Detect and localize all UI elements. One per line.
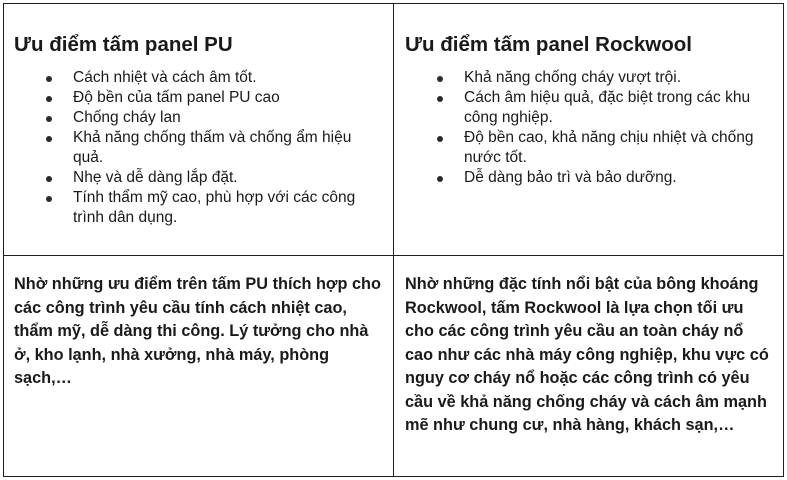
list-item-text: Độ bền của tấm panel PU cao bbox=[73, 89, 280, 106]
list-item bbox=[73, 188, 383, 228]
list-item bbox=[464, 88, 774, 128]
list-item bbox=[464, 68, 774, 88]
pu-advantages-cell bbox=[4, 4, 394, 256]
list-item-text: Dễ dàng bảo trì và bảo dưỡng. bbox=[464, 169, 677, 186]
list-item bbox=[73, 108, 383, 128]
list-item bbox=[73, 68, 383, 88]
list-item bbox=[73, 88, 383, 108]
bullet-icon bbox=[437, 96, 443, 102]
list-item bbox=[464, 128, 774, 168]
rockwool-advantages-cell bbox=[394, 4, 784, 256]
list-item-text: Nhẹ và dễ dàng lắp đặt. bbox=[73, 169, 238, 186]
list-item-text: Độ bền cao, khả năng chịu nhiệt và chống nước tốt. bbox=[464, 129, 754, 166]
list-item bbox=[464, 168, 774, 188]
bullet-icon bbox=[46, 176, 52, 182]
bullet-icon bbox=[46, 116, 52, 122]
bullet-icon bbox=[437, 136, 443, 142]
list-item-text: Cách âm hiệu quả, đặc biệt trong các khu công nghiệp. bbox=[464, 89, 751, 126]
list-item bbox=[73, 128, 383, 168]
pu-summary-cell bbox=[4, 256, 394, 476]
list-item bbox=[73, 168, 383, 188]
rockwool-advantages-heading: Ưu điểm tấm panel Rockwool bbox=[405, 33, 692, 56]
bullet-icon bbox=[437, 176, 443, 182]
list-item-text: Tính thẩm mỹ cao, phù hợp với các công trình dân dụng. bbox=[73, 189, 356, 226]
list-item-text: Khả năng chống cháy vượt trội. bbox=[464, 69, 681, 86]
pu-summary-text: Nhờ những ưu điểm trên tấm PU thích hợp cho các công trình yêu cầu tính cách nhiệt cao, thẩm mỹ, dễ dàng thi công. Lý tưởng cho nhà ở, kho lạnh, nhà xưởng, nhà máy, phòng sạch,… bbox=[14, 275, 381, 387]
rockwool-summary-text: Nhờ những đặc tính nổi bật của bông khoáng Rockwool, tấm Rockwool là lựa chọn tối ưu cho các công trình yêu cầu an toàn cháy nổ cao như các nhà máy công nghiệp, khu vực có nguy cơ cháy nổ hoặc các công trình có yêu cầu về khả năng chống cháy và cách âm mạnh mẽ như chung cư, nhà hàng, khách sạn,… bbox=[405, 275, 769, 434]
list-item-text: Chống cháy lan bbox=[73, 109, 181, 126]
pu-advantages-list bbox=[14, 68, 383, 228]
bullet-icon bbox=[46, 96, 52, 102]
rockwool-summary-cell bbox=[394, 256, 784, 476]
bullet-icon bbox=[46, 76, 52, 82]
bullet-icon bbox=[437, 76, 443, 82]
rockwool-advantages-list bbox=[405, 68, 774, 188]
list-item-text: Cách nhiệt và cách âm tốt. bbox=[73, 69, 257, 86]
comparison-table bbox=[3, 3, 784, 477]
bullet-icon bbox=[46, 136, 52, 142]
bullet-icon bbox=[46, 196, 52, 202]
pu-advantages-heading: Ưu điểm tấm panel PU bbox=[14, 33, 233, 56]
list-item-text: Khả năng chống thấm và chống ẩm hiệu quả. bbox=[73, 129, 352, 166]
